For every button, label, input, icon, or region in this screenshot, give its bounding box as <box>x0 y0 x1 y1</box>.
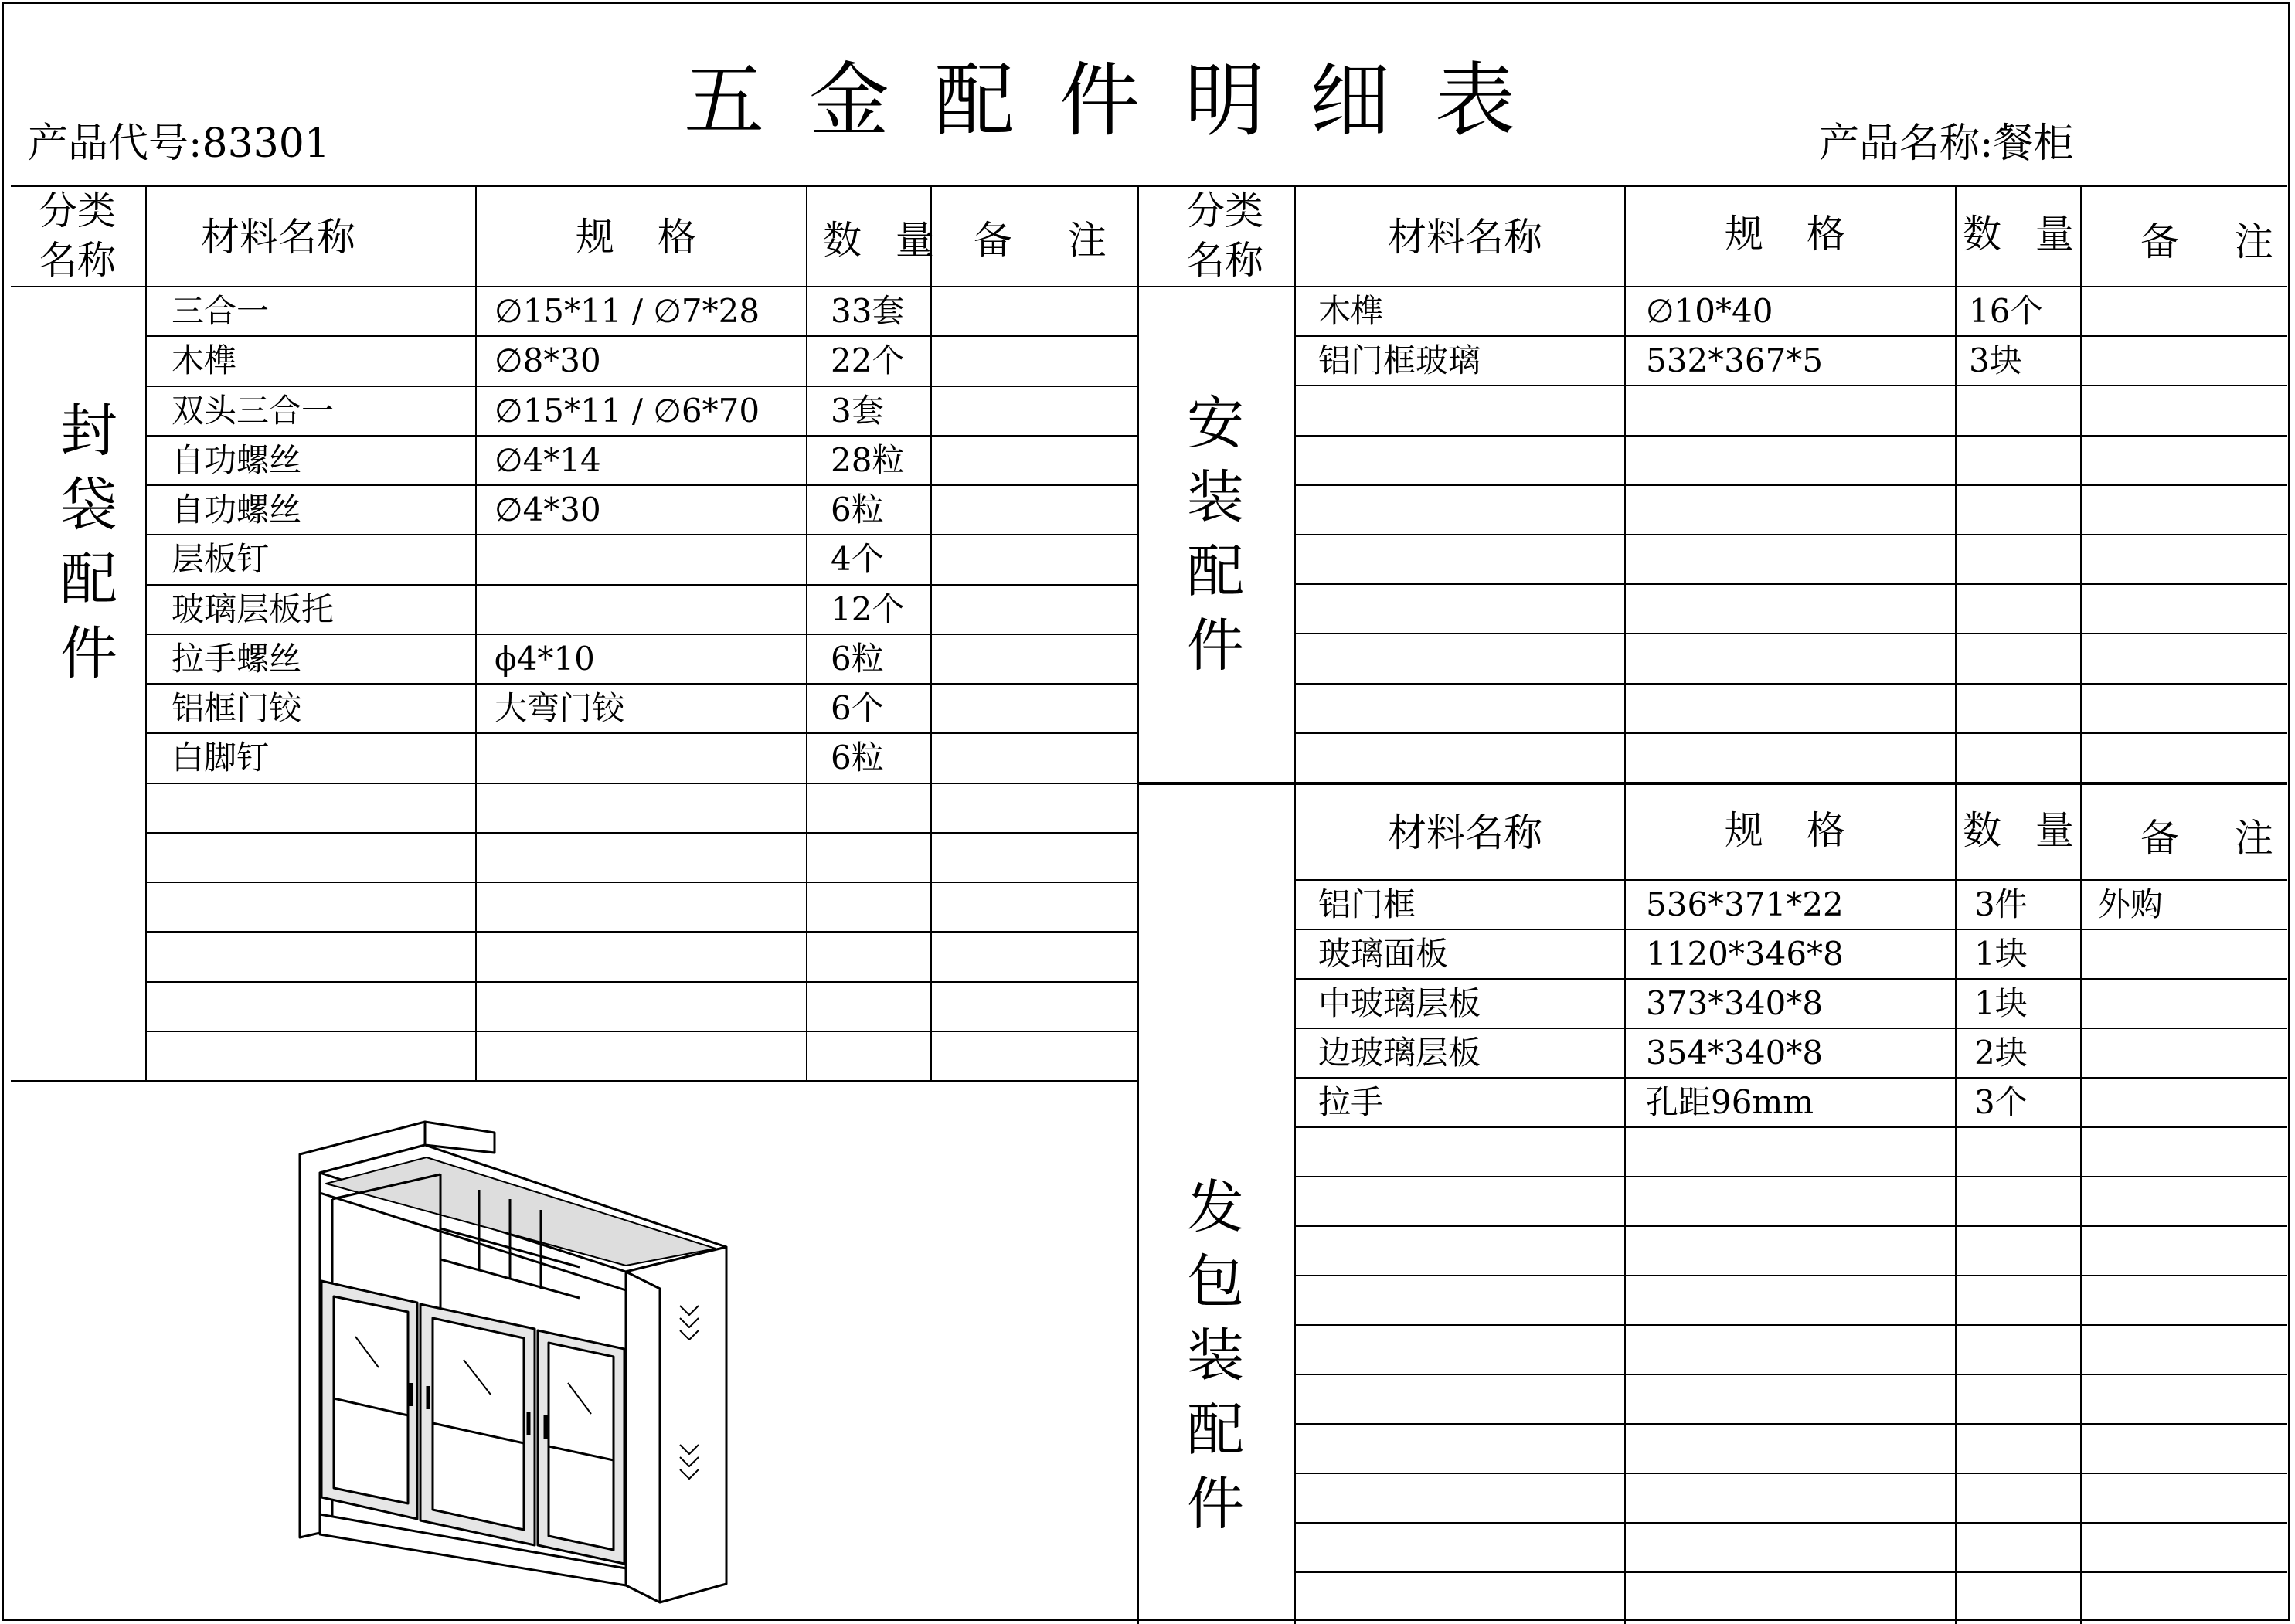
material-name-cell: 三合一 <box>172 292 270 330</box>
row-divider <box>145 832 1137 834</box>
row-divider <box>145 634 1137 635</box>
material-name-cell: 拉手螺丝 <box>172 640 302 678</box>
header-material: 材料名称 <box>201 215 355 260</box>
row-divider <box>145 981 1137 983</box>
header-note-package: 备 注 <box>2140 816 2295 861</box>
row-divider <box>1294 683 2287 685</box>
qty-cell: 28粒 <box>831 441 905 479</box>
row-divider <box>1294 1571 2287 1573</box>
qty-cell: 4个 <box>831 540 884 578</box>
row-divider <box>145 386 1137 387</box>
row-divider <box>145 783 1137 784</box>
header-material-right: 材料名称 <box>1388 215 1542 260</box>
header-qty-package: 数 量 <box>1963 808 2085 853</box>
row-divider <box>1294 1522 2287 1524</box>
row-divider <box>1294 929 2287 930</box>
page-title: 五金配件明细表 <box>684 53 1561 148</box>
qty-cell: 22个 <box>831 341 905 379</box>
row-divider <box>145 584 1137 586</box>
spec-cell: 1120*346*8 <box>1646 935 1844 973</box>
qty-cell: 6粒 <box>831 739 884 776</box>
spec-cell: ∅8*30 <box>495 341 601 379</box>
material-name-cell: 层板钉 <box>172 540 270 578</box>
row-divider <box>145 732 1137 734</box>
row-divider <box>1294 1423 2287 1425</box>
qty-cell: 6粒 <box>831 491 884 528</box>
spec-cell: ϕ4*10 <box>495 640 595 678</box>
header-qty: 数 量 <box>823 218 945 263</box>
spec-cell: ∅4*30 <box>495 491 601 528</box>
spec-cell: ∅4*14 <box>495 441 601 479</box>
header-note: 备 注 <box>974 218 1128 263</box>
spec-cell: 孔距96mm <box>1646 1083 1814 1121</box>
spec-cell: 354*340*8 <box>1646 1034 1824 1072</box>
qty-cell: 1块 <box>1974 984 2028 1022</box>
material-name-cell: 自功螺丝 <box>172 441 302 479</box>
header-category-right-line1: 分类 <box>1186 189 1263 233</box>
header-category-line1: 分类 <box>39 189 116 233</box>
header-spec-package: 规 格 <box>1725 808 1861 853</box>
cabinet-drawing <box>286 1113 796 1607</box>
header-category-right-line2: 名称 <box>1186 238 1263 283</box>
qty-cell: 6个 <box>831 689 884 727</box>
row-divider <box>145 1031 1137 1032</box>
material-name-cell: 拉手 <box>1318 1083 1384 1121</box>
qty-cell: 1块 <box>1974 935 2028 973</box>
spec-cell: 373*340*8 <box>1646 984 1824 1022</box>
material-name-cell: 自功螺丝 <box>172 491 302 528</box>
header-qty-right: 数 量 <box>1963 212 2085 257</box>
row-divider <box>1294 435 2287 437</box>
spec-cell: ∅10*40 <box>1646 292 1773 330</box>
material-name-cell: 铝门框 <box>1318 885 1416 923</box>
row-divider <box>1294 1324 2287 1326</box>
material-name-cell: 中玻璃层板 <box>1318 984 1481 1022</box>
row-divider <box>145 931 1137 933</box>
row-divider <box>1294 583 2287 585</box>
spec-cell: 536*371*22 <box>1646 885 1844 923</box>
row-divider <box>1294 1126 2287 1128</box>
qty-cell: 6粒 <box>831 640 884 678</box>
qty-cell: 12个 <box>831 590 905 628</box>
section-label-seal-bag: 封 袋 配 件 <box>60 398 117 687</box>
spec-cell: 532*367*5 <box>1646 341 1824 379</box>
header-material-package: 材料名称 <box>1388 810 1542 855</box>
header-spec: 规 格 <box>576 215 712 260</box>
spec-cell: ∅15*11 / ∅7*28 <box>495 292 760 330</box>
row-divider <box>1294 1275 2287 1276</box>
row-divider <box>1294 1176 2287 1177</box>
header-category-line2: 名称 <box>39 238 116 283</box>
qty-cell: 33套 <box>831 292 905 330</box>
row-divider <box>1294 633 2287 634</box>
section-label-package: 发 包 装 配 件 <box>1187 1174 1244 1537</box>
qty-cell: 2块 <box>1974 1034 2028 1072</box>
material-name-cell: 木榫 <box>1318 292 1384 330</box>
row-divider <box>1294 1028 2287 1029</box>
material-name-cell: 铝框门铰 <box>172 689 302 727</box>
product-name: 产品名称:餐柜 <box>1819 121 2074 167</box>
qty-cell: 16个 <box>1969 292 2043 330</box>
header-note-right: 备 注 <box>2140 219 2295 264</box>
row-divider <box>1294 1077 2287 1079</box>
material-name-cell: 双头三合一 <box>172 392 335 430</box>
material-name-cell: 边玻璃层板 <box>1318 1034 1481 1072</box>
qty-cell: 3块 <box>1969 341 2022 379</box>
row-divider <box>1294 1473 2287 1474</box>
row-divider <box>1294 335 2287 337</box>
qty-cell: 3个 <box>1974 1083 2028 1121</box>
spec-cell: ∅15*11 / ∅6*70 <box>495 392 760 430</box>
section-label-install: 安 装 配 件 <box>1187 390 1244 679</box>
material-name-cell: 玻璃面板 <box>1318 935 1449 973</box>
material-name-cell: 铝门框玻璃 <box>1318 341 1481 379</box>
row-divider <box>1294 534 2287 535</box>
spec-cell: 大弯门铰 <box>495 689 625 727</box>
row-divider <box>145 534 1137 535</box>
header-spec-right: 规 格 <box>1725 212 1861 257</box>
product-code: 产品代号:83301 <box>28 121 330 167</box>
row-divider <box>145 484 1137 486</box>
row-divider <box>1294 484 2287 486</box>
material-name-cell: 玻璃层板托 <box>172 590 335 628</box>
row-divider <box>145 435 1137 437</box>
row-divider <box>145 683 1137 685</box>
qty-cell: 3套 <box>831 392 884 430</box>
row-divider <box>145 882 1137 883</box>
row-divider <box>145 335 1137 337</box>
material-name-cell: 木榫 <box>172 341 237 379</box>
qty-cell: 3件 <box>1974 885 2028 923</box>
row-divider <box>1294 1225 2287 1227</box>
row-divider <box>1294 732 2287 734</box>
row-divider <box>1294 978 2287 980</box>
note-cell: 外购 <box>2098 885 2164 923</box>
material-name-cell: 白脚钉 <box>172 739 270 776</box>
row-divider <box>1294 1374 2287 1375</box>
row-divider <box>1294 385 2287 386</box>
